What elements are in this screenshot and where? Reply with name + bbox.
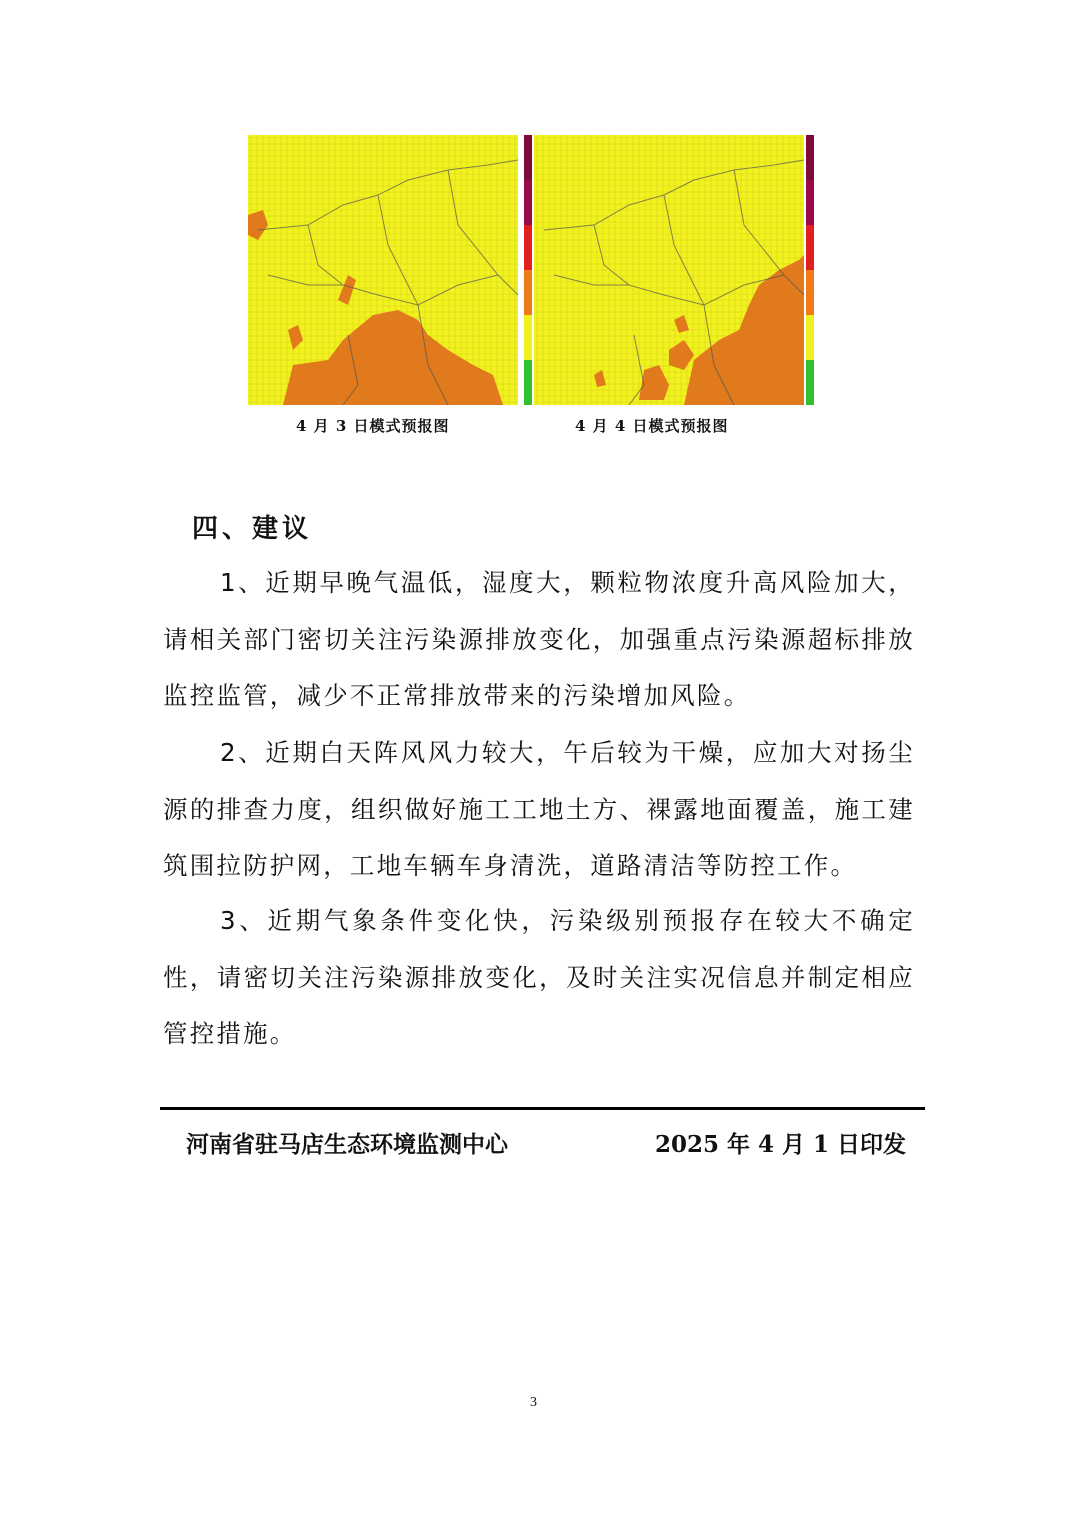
footer-divider	[160, 1107, 925, 1110]
legend-swatch	[524, 135, 532, 180]
figure-caption-apr4: 4 月 4 日模式预报图	[575, 417, 729, 435]
section-heading: 四、建议	[192, 514, 313, 544]
forecast-map-apr3-image	[248, 135, 538, 405]
paragraph-2: 2、近期白天阵风风力较大，午后较为干燥，应加大对扬尘源的排查力度，组织做好施工工地土方、裸露地面覆盖，施工建筑围拉防护网，工地车辆车身清洗，道路清洁等防控工作。	[163, 738, 915, 880]
forecast-map-apr3	[248, 135, 538, 405]
forecast-map-apr4-image	[534, 135, 824, 405]
paragraph-1: 1、近期早晚气温低，湿度大，颗粒物浓度升高风险加大，请相关部门密切关注污染源排放变化，加强重点污染源超标排放监控监管，减少不正常排放带来的污染增加风险。	[163, 568, 915, 710]
issuer-name: 河南省驻马店生态环境监测中心	[186, 1132, 508, 1158]
figure-caption-apr3: 4 月 3 日模式预报图	[296, 417, 450, 435]
forecast-map-apr4	[534, 135, 824, 405]
page-number: 3	[530, 1395, 537, 1410]
legend-swatch	[806, 135, 814, 180]
issue-date: 2025 年 4 月 1 日印发	[655, 1131, 907, 1158]
paragraph-3: 3、近期气象条件变化快，污染级别预报存在较大不确定性，请密切关注污染源排放变化，及时关注实况信息并制定相应管控措施。	[163, 906, 915, 1048]
